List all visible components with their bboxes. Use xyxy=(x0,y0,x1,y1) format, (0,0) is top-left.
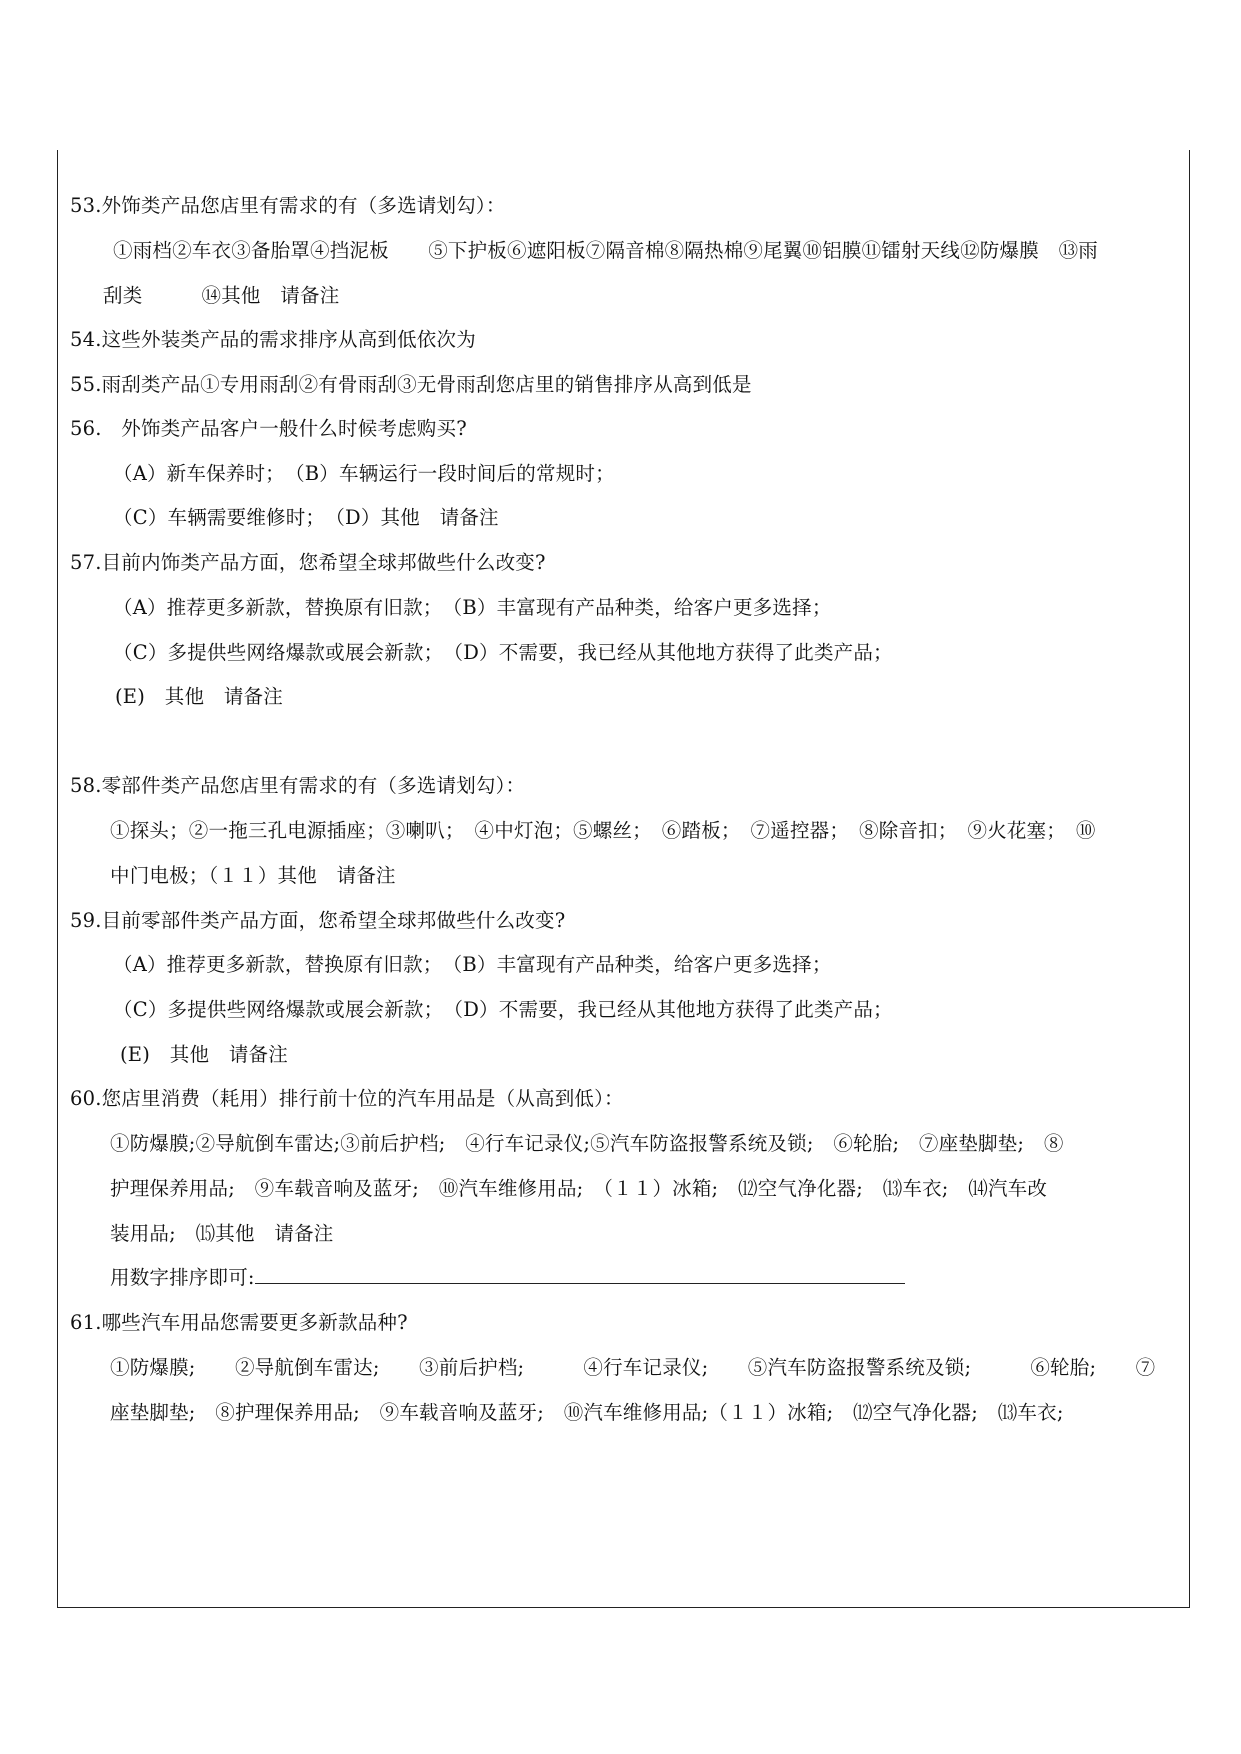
ranking-instruction: 用数字排序即可: xyxy=(110,1266,255,1289)
question-59-options-line3: (E) 其他 请备注 xyxy=(120,1043,288,1066)
question-58-options-line2: 中门电极；（１１）其他 请备注 xyxy=(110,864,396,887)
question-59-options-line2: （C）多提供些网络爆款或展会新款； （D）不需要，我已经从其他地方获得了此类产品； xyxy=(113,998,893,1021)
question-53-title: 53.外饰类产品您店里有需求的有（多选请划勾）： xyxy=(70,194,506,217)
question-58-options-line1: ①探头；②一拖三孔电源插座；③喇叭； ④中灯泡；⑤螺丝； ⑥踏板； ⑦遥控器； ⑧除音扣； ⑨火花塞； ⑩ xyxy=(110,819,1096,842)
question-56-options-line1: （A）新车保养时； （B）车辆运行一段时间后的常规时； xyxy=(113,462,615,485)
question-58-title: 58.零部件类产品您店里有需求的有（多选请划勾）： xyxy=(70,774,526,797)
question-59-options-line1: （A）推荐更多新款，替换原有旧款； （B）丰富现有产品种类，给客户更多选择； xyxy=(113,953,832,976)
question-60-options-line1: ①防爆膜;②导航倒车雷达;③前后护档; ④行车记录仪;⑤汽车防盗报警系统及锁; ⑥轮胎; ⑦座垫脚垫; ⑧ xyxy=(110,1132,1064,1155)
question-59-title: 59.目前零部件类产品方面，您希望全球邦做些什么改变? xyxy=(70,909,566,932)
question-56-options-line2: （C）车辆需要维修时； （D）其他 请备注 xyxy=(113,506,499,529)
ranking-answer-blank[interactable] xyxy=(255,1265,905,1284)
question-57-options-line1: （A）推荐更多新款，替换原有旧款； （B）丰富现有产品种类，给客户更多选择； xyxy=(113,596,832,619)
question-60-options-line3: 装用品; ⒂其他 请备注 xyxy=(110,1222,334,1245)
question-57-options-line2: （C）多提供些网络爆款或展会新款； （D）不需要，我已经从其他地方获得了此类产品； xyxy=(113,641,893,664)
question-60-title: 60.您店里消费（耗用）排行前十位的汽车用品是（从高到低）： xyxy=(70,1087,624,1110)
questionnaire-frame xyxy=(57,150,1190,1608)
question-55-title: 55.雨刮类产品①专用雨刮②有骨雨刮③无骨雨刮您店里的销售排序从高到低是 xyxy=(70,373,752,396)
question-60-ranking-row xyxy=(110,1265,905,1291)
question-61-options-line1: ①防爆膜; ②导航倒车雷达; ③前后护档; ④行车记录仪; ⑤汽车防盗报警系统及锁; ⑥轮胎; ⑦ xyxy=(110,1356,1156,1379)
question-53-options-line2: 刮类 ⑭其他 请备注 xyxy=(103,284,340,307)
question-57-title: 57.目前内饰类产品方面，您希望全球邦做些什么改变? xyxy=(70,551,546,574)
question-60-options-line2: 护理保养用品; ⑨车载音响及蓝牙; ⑩汽车维修用品; （１１）冰箱; ⑿空气净化器; ⒀车衣; ⒁汽车改 xyxy=(110,1177,1048,1200)
question-54-title: 54.这些外装类产品的需求排序从高到低依次为 xyxy=(70,328,476,351)
question-57-options-line3: (E) 其他 请备注 xyxy=(115,685,283,708)
question-56-title: 56. 外饰类产品客户一般什么时候考虑购买? xyxy=(70,417,467,440)
question-61-options-line2: 座垫脚垫; ⑧护理保养用品; ⑨车载音响及蓝牙; ⑩汽车维修用品;（１１）冰箱; ⑿空气净化器; ⒀车衣; xyxy=(110,1401,1064,1424)
question-61-title: 61.哪些汽车用品您需要更多新款品种? xyxy=(70,1311,408,1334)
question-53-options-line1: ①雨档②车衣③备胎罩④挡泥板 ⑤下护板⑥遮阳板⑦隔音棉⑧隔热棉⑨尾翼⑩铝膜⑪镭射天线⑫防爆膜 ⑬雨 xyxy=(113,239,1099,262)
